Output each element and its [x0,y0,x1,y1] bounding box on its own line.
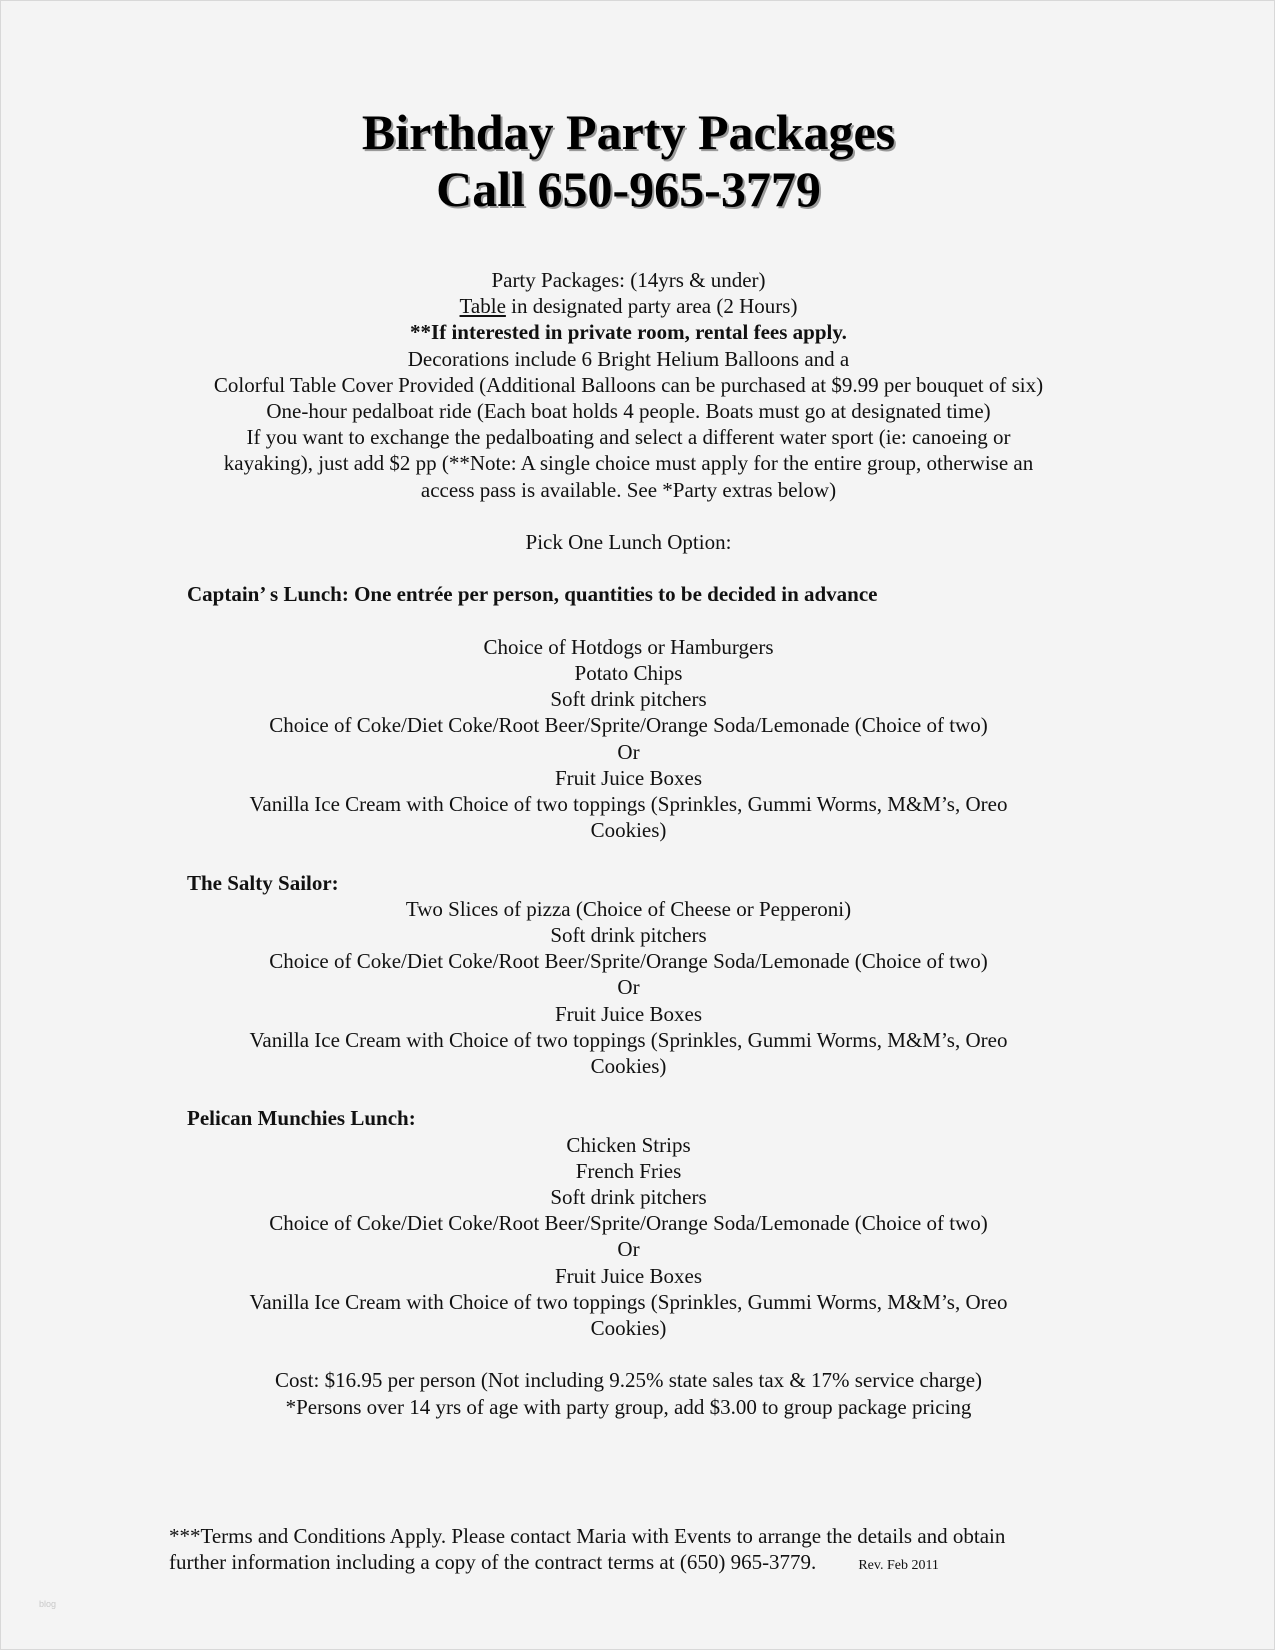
spacer [1,608,1256,634]
table-rest: in designated party area (2 Hours) [505,294,798,319]
menu-item: French Fries [575,1158,682,1183]
exchange-line-1: If you want to exchange the pedalboating and select a different water sport (ie: canoeing or [246,425,1011,450]
menu-item: Choice of Coke/Diet Coke/Root Beer/Sprite/Orange Soda/Lemonade (Choice of two) [269,713,988,738]
salty-sailor-items [1,896,1256,1079]
menu-item: Cookies) [590,818,667,843]
captains-lunch-items [1,634,1256,844]
menu-item: Potato Chips [574,661,683,685]
menu-item: Fruit Juice Boxes [555,1001,702,1026]
table-line [1,293,1256,319]
salty-sailor-heading: The Salty Sailor: [187,870,339,895]
menu-item: Vanilla Ice Cream with Choice of two toppings (Sprinkles, Gummi Worms, M&M’s, Oreo [249,1289,1008,1314]
menu-item: Or [617,1237,640,1262]
terms-block [169,1523,1005,1579]
exchange-line-3: access pass is available. See *Party extras below) [420,477,837,502]
menu-item: Or [617,739,640,764]
decorations-line-2: Colorful Table Cover Provided (Additional Balloons can be purchased at $9.99 per bouquet of six) [213,372,1044,397]
pelican-munchies-heading: Pelican Munchies Lunch: [187,1106,416,1131]
phone-title: Call 650-965-3779 [436,161,821,217]
pelican-munchies-items [1,1132,1256,1342]
spacer [1,503,1256,529]
cost-line: Cost: $16.95 per person (Not including 9.25% state sales tax & 17% service charge) [274,1368,983,1393]
watermark: blog [39,1599,57,1609]
terms-line-1: ***Terms and Conditions Apply. Please contact Maria with Events to arrange the details and obtain [169,1524,1006,1548]
menu-item: Choice of Coke/Diet Coke/Root Beer/Sprite/Orange Soda/Lemonade (Choice of two) [269,949,988,974]
menu-item: Vanilla Ice Cream with Choice of two toppings (Sprinkles, Gummi Worms, M&M’s, Oreo [249,1027,1008,1052]
spacer [1,1079,1256,1105]
private-room-note: **If interested in private room, rental fees apply. [410,320,847,345]
decorations-line-1: Decorations include 6 Bright Helium Balloons and a [407,346,850,371]
menu-item: Chicken Strips [566,1132,691,1157]
spacer [1,843,1256,869]
menu-item: Vanilla Ice Cream with Choice of two toppings (Sprinkles, Gummi Worms, M&M’s, Oreo [249,792,1008,817]
spacer [1,1341,1256,1367]
terms-line-2-text: further information including a copy of the contract terms at (650) 965-3779. [169,1550,817,1574]
menu-item: Soft drink pitchers [550,687,707,712]
revision-date: Rev. Feb 2011 [858,1558,939,1573]
menu-item: Or [617,975,640,1000]
document-body [1,267,1256,1420]
age-surcharge-line: *Persons over 14 yrs of age with party group, add $3.00 to group package pricing [285,1394,972,1419]
exchange-line-2: kayaking), just add $2 pp (**Note: A single choice must apply for the entire group, otherwise an [223,451,1034,476]
menu-item: Cookies) [590,1316,667,1341]
spacer [1,555,1256,581]
menu-item: Soft drink pitchers [550,923,707,948]
pick-one-line: Pick One Lunch Option: [525,530,732,555]
menu-item: Choice of Coke/Diet Coke/Root Beer/Sprite/Orange Soda/Lemonade (Choice of two) [269,1211,988,1236]
menu-item: Two Slices of pizza (Choice of Cheese or Pepperoni) [405,896,852,921]
table-word: Table [459,294,506,319]
menu-item: Choice of Hotdogs or Hamburgers [483,634,774,659]
packages-line: Party Packages: (14yrs & under) [491,268,766,292]
title-block [1,104,1256,218]
terms-line-2 [169,1549,1005,1579]
menu-item: Fruit Juice Boxes [555,1263,702,1288]
menu-item: Soft drink pitchers [550,1185,707,1210]
pedalboat-line: One-hour pedalboat ride (Each boat holds 4 people. Boats must go at designated time) [266,399,991,424]
document-title: Birthday Party Packages [361,104,896,160]
menu-item: Cookies) [590,1054,667,1079]
captains-lunch-heading: Captain’ s Lunch: One entrée per person, quantities to be decided in advance [187,582,878,607]
menu-item: Fruit Juice Boxes [555,765,702,790]
